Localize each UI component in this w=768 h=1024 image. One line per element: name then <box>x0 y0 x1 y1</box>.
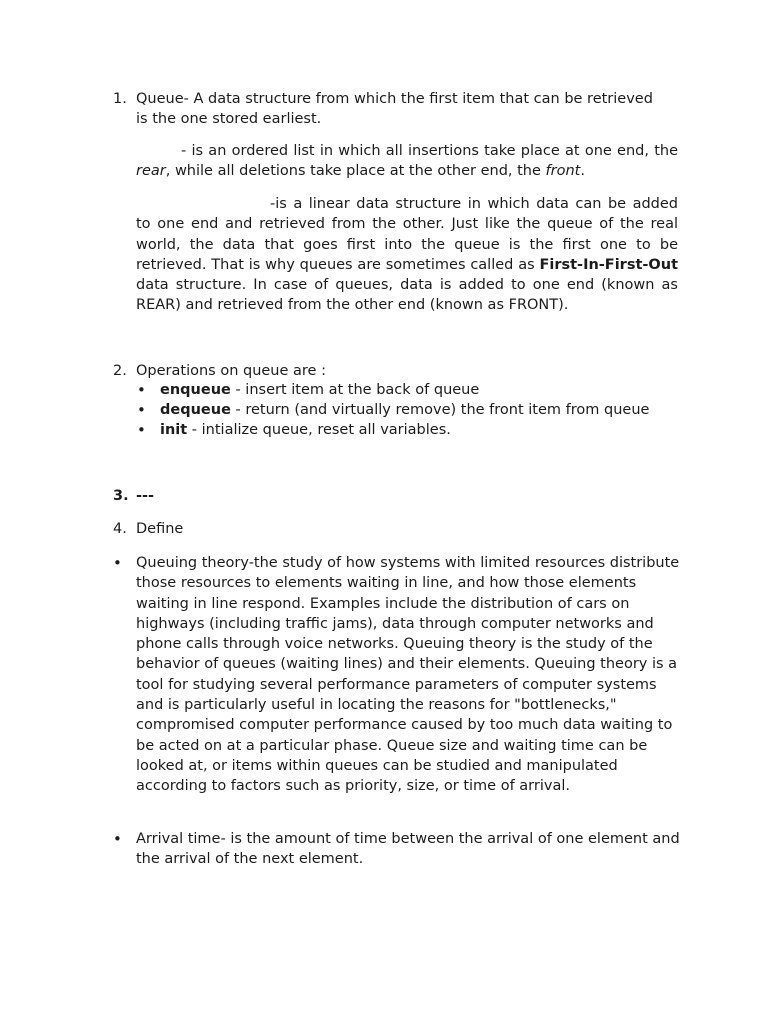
definition-text: , while all deletions take place at the other end, the <box>165 163 546 180</box>
operation-enqueue <box>160 380 479 400</box>
item-3-number: 3. <box>113 488 129 504</box>
arrival-time-definition: Arrival time- is the amount of time between the arrival of one element and the arrival of the next element. <box>136 831 680 868</box>
rear-term: rear <box>136 163 166 180</box>
item-1-line-1: Queue- A data structure from which the first item that can be retrieved <box>136 91 653 107</box>
operation-desc: - return (and virtually remove) the front item from queue <box>230 402 650 418</box>
definition-text: -is a linear data structure in which data can be added to one end and retrieved from the other. Just like the queue of the real world, the data that goes first into the queue is the first one to be retrieved. That is why queues are sometimes called as <box>136 196 678 273</box>
operation-desc: - intialize queue, reset all variables. <box>187 422 451 438</box>
definition-text: . <box>580 163 585 180</box>
definition-text: is an ordered list in which all insertions take place at one end, <box>191 143 649 159</box>
item-3-text: --- <box>136 488 155 504</box>
operation-init <box>160 420 451 440</box>
item-2-number: 2. <box>113 363 127 379</box>
item-1-number: 1. <box>113 91 127 107</box>
definition-text: the <box>654 143 679 159</box>
item-4-number: 4. <box>113 521 127 537</box>
operation-name: dequeue <box>160 402 231 418</box>
bullet-icon: • <box>113 554 122 572</box>
operation-name: enqueue <box>160 382 231 398</box>
queuing-theory-definition: Queuing theory-the study of how systems with limited resources distribute those resources to elements waiting in line, and how those elements waiting in line respond. Examples include the distribution of cars on highways (including traffic jams), data through computer networks and phone calls through voice networks. Queuing theory is the study of the behavior of queues (waiting lines) and their elements. Queuing theory is a tool for studying several performance parameters of computer systems and is particularly useful in locating the reasons for "bottlenecks," compromised computer performance caused by too much data waiting to be acted on at a particular phase. Queue size and waiting time can be looked at, or items within queues can be studied and manipulated according to factors such as priority, size, or time of arrival. <box>136 555 680 795</box>
operation-dequeue <box>160 400 649 420</box>
bullet-icon: • <box>113 830 122 848</box>
operation-name: init <box>160 422 188 438</box>
item-1-line-2: is the one stored earliest. <box>136 111 322 127</box>
operations-heading: Operations on queue are : <box>136 363 326 379</box>
definition-text: data structure. In case of queues, data is added to one end (known as REAR) and retrieved from the other end (known as FRONT). <box>136 277 678 314</box>
fifo-term: First-In-First-Out <box>539 256 678 273</box>
definition-dash: - <box>181 143 187 159</box>
bullet-icon: • <box>137 421 146 439</box>
bullet-icon: • <box>137 401 146 419</box>
front-term: front <box>545 163 581 180</box>
operation-desc: - insert item at the back of queue <box>230 382 480 398</box>
bullet-icon: • <box>137 381 146 399</box>
queue-definition-ordered-list <box>136 141 678 182</box>
queue-definition-linear <box>136 194 678 316</box>
item-4-text: Define <box>136 521 184 537</box>
